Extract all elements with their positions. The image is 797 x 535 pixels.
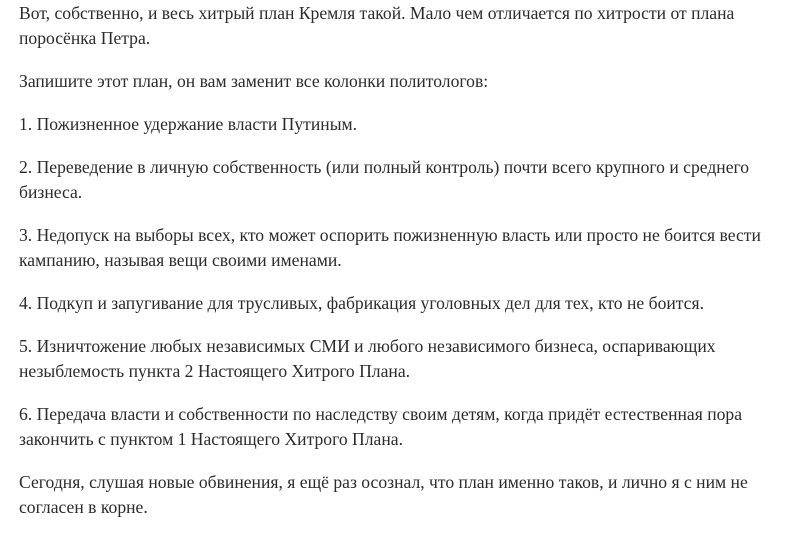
conclusion-paragraph: Сегодня, слушая новые обвинения, я ещё раз осознал, что план именно таков, и лично я с ним не согласен в корне. xyxy=(19,472,748,517)
intro-paragraph: Вот, собственно, и весь хитрый план Кремля такой. Мало чем отличается по хитрости от плана поросёнка Петра. xyxy=(19,3,735,48)
plan-item-5: 5. Изничтожение любых независимых СМИ и любого независимого бизнеса, оспаривающих незыблемость пункта 2 Настоящего Хитрого Плана. xyxy=(19,336,716,381)
plan-item-2: 2. Переведение в личную собственность (или полный контроль) почти всего крупного и среднего бизнеса. xyxy=(19,157,750,202)
plan-item-6: 6. Передача власти и собственности по наследству своим детям, когда придёт естественная пора закончить с пунктом 1 Настоящего Хитрого Плана. xyxy=(19,404,743,449)
plan-item-4: 4. Подкуп и запугивание для трусливых, фабрикация уголовных дел для тех, кто не боится. xyxy=(19,293,704,313)
plan-item-1: 1. Пожизненное удержание власти Путиным. xyxy=(19,114,358,134)
plan-intro-paragraph: Запишите этот план, он вам заменит все колонки политологов: xyxy=(19,71,489,91)
plan-item-3: 3. Недопуск на выборы всех, кто может оспорить пожизненную власть или просто не боится вести кампанию, называя вещи своими именами. xyxy=(19,225,761,270)
